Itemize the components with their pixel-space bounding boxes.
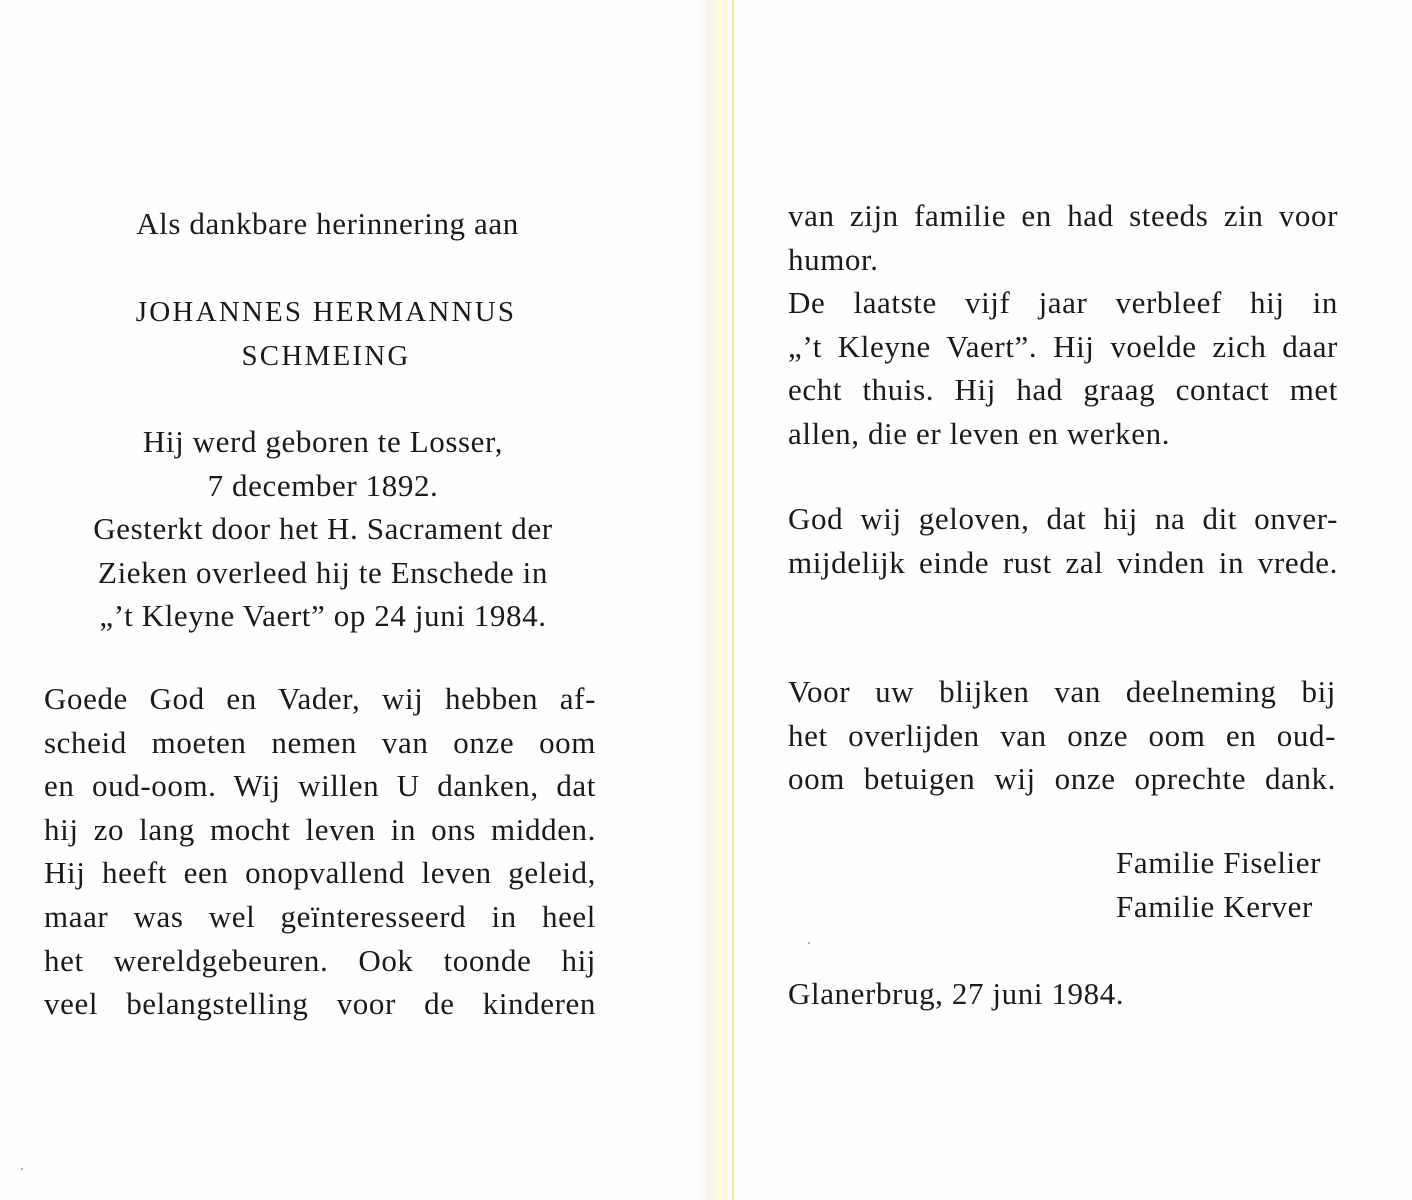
birth-line: 7 december 1892. <box>207 467 439 503</box>
birth-death-paragraph <box>0 420 646 638</box>
continued-line: De laatste vijf jaar verbleef hij in <box>788 285 1338 321</box>
death-line: Zieken overleed hij te Enschede in <box>98 554 548 590</box>
signature-line: Familie Fiselier <box>1116 845 1322 880</box>
faith-line: God wij geloven, dat hij na dit onver- <box>788 501 1338 536</box>
paper-speck <box>21 1168 23 1170</box>
deceased-name <box>0 290 652 378</box>
continued-line: allen, die er leven en werken. <box>788 415 1171 451</box>
card-fold <box>700 0 730 1200</box>
prayer-line: hij zo lang mocht leven in ons midden. <box>44 811 596 847</box>
death-line: Gesterkt door het H. Sacrament der <box>93 511 553 547</box>
left-page <box>0 0 700 1200</box>
continued-paragraph <box>788 194 1338 456</box>
thanks-line: het overlijden van onze oom en oud- <box>788 717 1336 753</box>
place-date: Glanerbrug, 27 juni 1984. <box>788 976 1125 1011</box>
continued-line: humor. <box>788 241 879 277</box>
signature-line: Familie Kerver <box>1116 888 1313 924</box>
continued-line: van zijn familie en had steeds zin voor <box>788 198 1338 233</box>
right-page <box>730 0 1412 1200</box>
prayer-line: Goede God en Vader, wij hebben af- <box>44 681 596 716</box>
name-line: JOHANNES HERMANNUS <box>135 296 517 328</box>
prayer-paragraph <box>44 677 596 1026</box>
paper-speck <box>808 942 810 944</box>
thanks-line: Voor uw blijken van deelneming bij <box>788 674 1336 709</box>
prayer-line: en oud-oom. Wij willen U danken, dat <box>44 768 596 804</box>
death-line: „’t Kleyne Vaert” op 24 juni 1984. <box>99 598 547 634</box>
prayer-line: Hij heeft een onopvallend leven geleid, <box>44 855 596 891</box>
prayer-line: veel belangstelling voor de kinderen <box>44 986 596 1022</box>
faith-paragraph <box>788 497 1338 584</box>
thanks-paragraph <box>788 670 1336 801</box>
prayer-line: scheid moeten nemen van onze oom <box>44 724 596 760</box>
continued-line: „’t Kleyne Vaert”. Hij voelde zich daar <box>788 328 1338 364</box>
prayer-line: maar was wel geïnteresseerd in heel <box>44 898 596 934</box>
thanks-line: oom betuigen wij onze oprechte dank. <box>788 761 1336 797</box>
name-line: SCHMEING <box>241 340 411 372</box>
prayer-line: het wereldgebeuren. Ook toonde hij <box>44 942 596 978</box>
signatures <box>1116 841 1321 928</box>
birth-line: Hij werd geboren te Losser, <box>142 424 504 459</box>
faith-line: mijdelijk einde rust zal vinden in vrede. <box>788 544 1338 580</box>
continued-line: echt thuis. Hij had graag contact met <box>788 372 1338 408</box>
intro-text: Als dankbare herinnering aan <box>136 206 519 241</box>
